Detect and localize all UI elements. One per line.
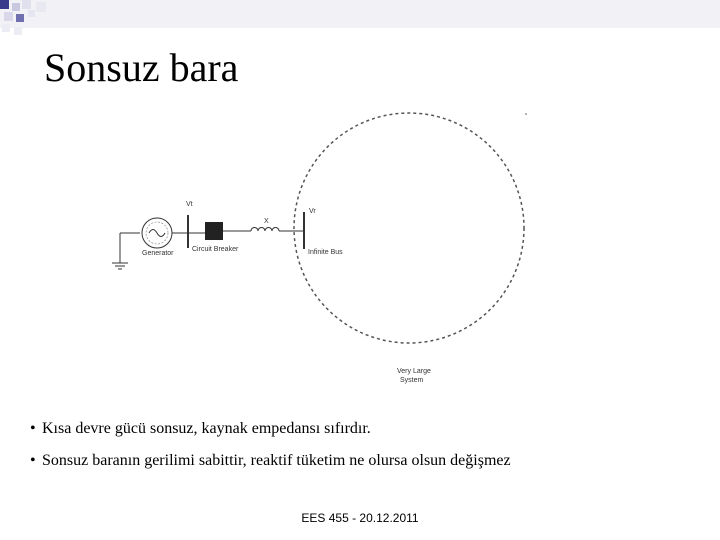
- breaker-label: Circuit Breaker: [192, 246, 239, 253]
- square-dark: [0, 0, 9, 9]
- bullet-list: [30, 420, 710, 484]
- bullet-text: Kısa devre gücü sonsuz, kaynak empedansı sıfırdır.: [42, 420, 371, 437]
- decorative-squares-bar: [0, 0, 720, 40]
- stray-dot: [525, 113, 527, 115]
- bullet-item: [30, 452, 710, 470]
- bullet-item: [30, 420, 710, 438]
- generator-label: Generator: [142, 250, 174, 257]
- square-light: [4, 12, 13, 21]
- reactance-label: X: [264, 218, 269, 225]
- square-light: [14, 27, 22, 35]
- vr-label: Vr: [309, 208, 316, 215]
- infinite-bus-diagram: [100, 105, 540, 395]
- bullet-text: Sonsuz baranın gerilimi sabittir, reaktif tüketim ne olursa olsun değişmez: [42, 452, 511, 469]
- system-label-line2: System: [400, 377, 424, 384]
- very-large-system-circle: [294, 113, 524, 343]
- bullet-dot: •: [30, 452, 36, 469]
- square-light: [36, 2, 46, 12]
- system-label-line1: Very Large: [397, 368, 431, 375]
- infinite-bus-label: Infinite Bus: [308, 249, 343, 256]
- square-light: [22, 0, 31, 9]
- top-gradient-bar: [0, 0, 720, 28]
- vt-label: Vt: [186, 201, 193, 208]
- slide-footer: EES 455 - 20.12.2011: [301, 511, 419, 525]
- bullet-dot: •: [30, 420, 36, 437]
- square-light: [12, 3, 20, 11]
- square-light: [2, 24, 10, 32]
- slide-title: Sonsuz bara: [44, 45, 239, 90]
- square-light: [28, 10, 35, 17]
- inductor-icon: [251, 228, 279, 232]
- square-mid: [16, 14, 24, 22]
- circuit-breaker-icon: [205, 222, 223, 240]
